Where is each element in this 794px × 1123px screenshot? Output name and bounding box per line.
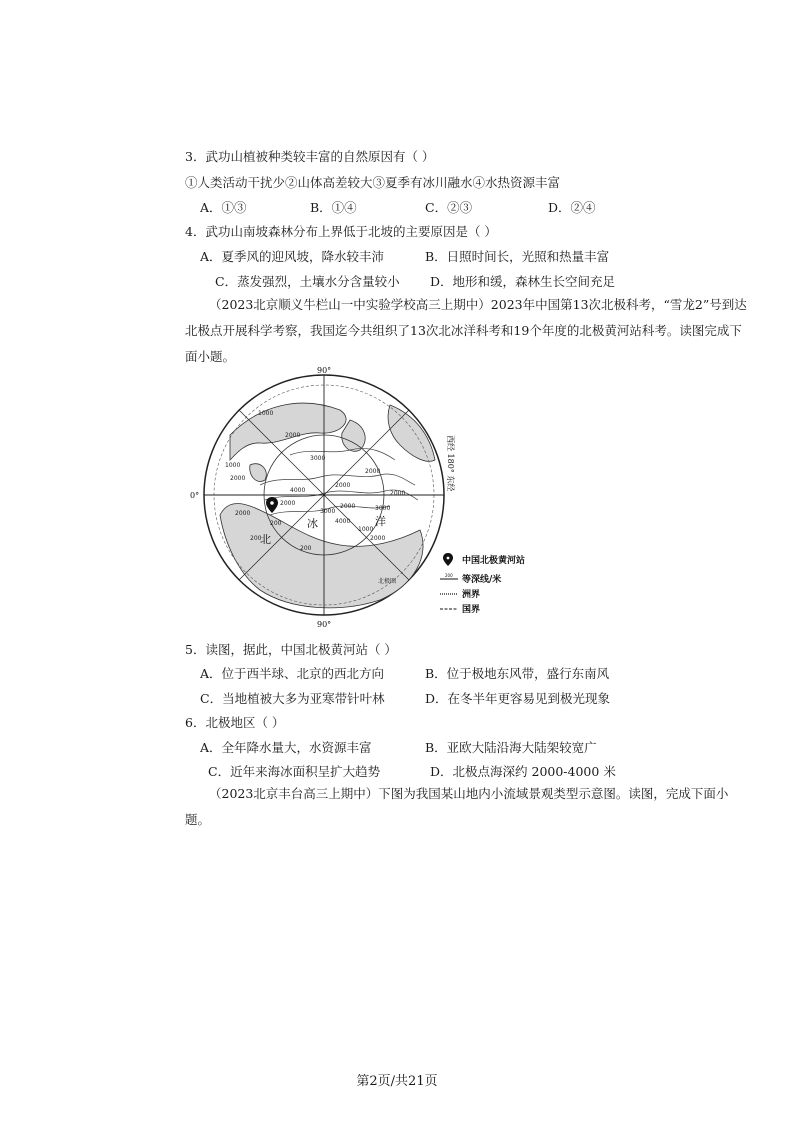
depth-label: 1000 <box>258 410 274 417</box>
question-3-option-b: B．①④ <box>310 200 357 215</box>
depth-label: 2000 <box>335 482 351 489</box>
question-5-option-b: B．位于极地东风带，盛行东南风 <box>425 666 610 681</box>
question-6-option-d: D．北极点海深约 2000-4000 米 <box>430 764 616 779</box>
depth-label: 200 <box>300 545 312 552</box>
question-5-option-c: C．当地植被大多为亚寒带针叶林 <box>200 691 385 706</box>
longitude-label-left: 0° <box>190 491 200 500</box>
legend-label-border: 国界 <box>462 605 481 615</box>
longitude-label-bottom: 90° <box>317 620 332 629</box>
depth-label: 2000 <box>340 503 356 510</box>
section-intro-watershed <box>185 781 750 833</box>
depth-label: 4000 <box>335 518 351 525</box>
depth-label: 2000 <box>370 535 386 542</box>
question-6-stem: 6．北极地区（ ） <box>185 715 285 730</box>
isobath-line-icon <box>440 573 458 579</box>
question-4-option-c: C．蒸发强烈，土壤水分含量较小 <box>215 274 400 289</box>
depth-label: 3000 <box>375 505 391 512</box>
legend-label-isobath: 等深线/米 <box>462 575 502 585</box>
question-5-option-d: D．在冬半年更容易见到极光现象 <box>425 691 611 706</box>
question-4-option-b: B．日照时间长，光照和热量丰富 <box>425 249 610 264</box>
depth-label: 200 <box>270 520 282 527</box>
depth-label: 200 <box>250 535 262 542</box>
question-6-option-b: B．亚欧大陆沿海大陆架较宽广 <box>425 740 597 755</box>
question-3-option-c: C．②③ <box>425 200 473 215</box>
question-4-option-a: A．夏季风的迎风坡，降水较丰沛 <box>200 249 385 264</box>
depth-label: 2000 <box>235 510 251 517</box>
legend-label-continent: 洲界 <box>462 590 481 600</box>
section-intro-arctic-text: （2023北京顺义牛栏山一中实验学校高三上期中）2023年中国第13次北极科考，“雪龙2”号到达北极点开展科学考察，我国迄今共组织了13次北冰洋科考和19个年度的北极黄河站科考。读图完成下面小题。 <box>185 297 747 364</box>
ocean-label-char: 洋 <box>375 515 386 528</box>
depth-label: 1000 <box>225 462 241 469</box>
depth-label: 1000 <box>358 526 374 533</box>
question-4-option-d: D．地形和缓，森林生长空间充足 <box>430 274 616 289</box>
depth-label: 4000 <box>290 487 306 494</box>
ocean-label-char: 冰 <box>307 517 318 530</box>
arctic-map <box>190 365 550 630</box>
depth-label: 2000 <box>280 500 296 507</box>
question-6-option-a: A．全年降水量大，水资源丰富 <box>200 740 372 755</box>
depth-label: 2000 <box>285 432 301 439</box>
longitude-label-right: 西经 180° 东经 <box>446 435 455 492</box>
question-5-stem: 5．读图，据此，中国北极黄河站（ ） <box>185 642 397 657</box>
question-3-option-d: D．②④ <box>548 200 596 215</box>
question-5-option-a: A．位于西半球、北京的西北方向 <box>200 666 385 681</box>
map-legend <box>440 553 525 615</box>
question-3-choices: ①人类活动干扰少②山体高差较大③夏季有冰川融水④水热资源丰富 <box>185 175 561 190</box>
legend-label-station: 中国北极黄河站 <box>462 556 526 566</box>
section-intro-arctic <box>185 292 750 370</box>
ocean-label-char: 北 <box>260 533 271 546</box>
depth-label: 3000 <box>320 508 336 515</box>
longitude-label-top: 90° <box>317 366 332 375</box>
legend-isobath-sample: 200 <box>445 573 453 578</box>
page-footer: 第2页/共21页 <box>356 1074 438 1089</box>
question-3-stem: 3．武功山植被种类较丰富的自然原因有（ ） <box>185 149 435 164</box>
question-6-option-c: C．近年来海冰面积呈扩大趋势 <box>208 764 381 779</box>
arctic-circle-label: 北极圈 <box>378 578 397 585</box>
depth-label: 2000 <box>390 490 406 497</box>
question-4-stem: 4．武功山南坡森林分布上界低于北坡的主要原因是（ ） <box>185 224 497 239</box>
question-3-option-a: A．①③ <box>200 200 247 215</box>
depth-label: 3000 <box>310 455 326 462</box>
station-marker-icon <box>443 553 453 566</box>
depth-label: 2000 <box>230 475 246 482</box>
depth-label: 2000 <box>365 468 381 475</box>
section-intro-watershed-text: （2023北京丰台高三上期中）下图为我国某山地内小流域景观类型示意图。读图，完成下面小题。 <box>185 786 729 827</box>
